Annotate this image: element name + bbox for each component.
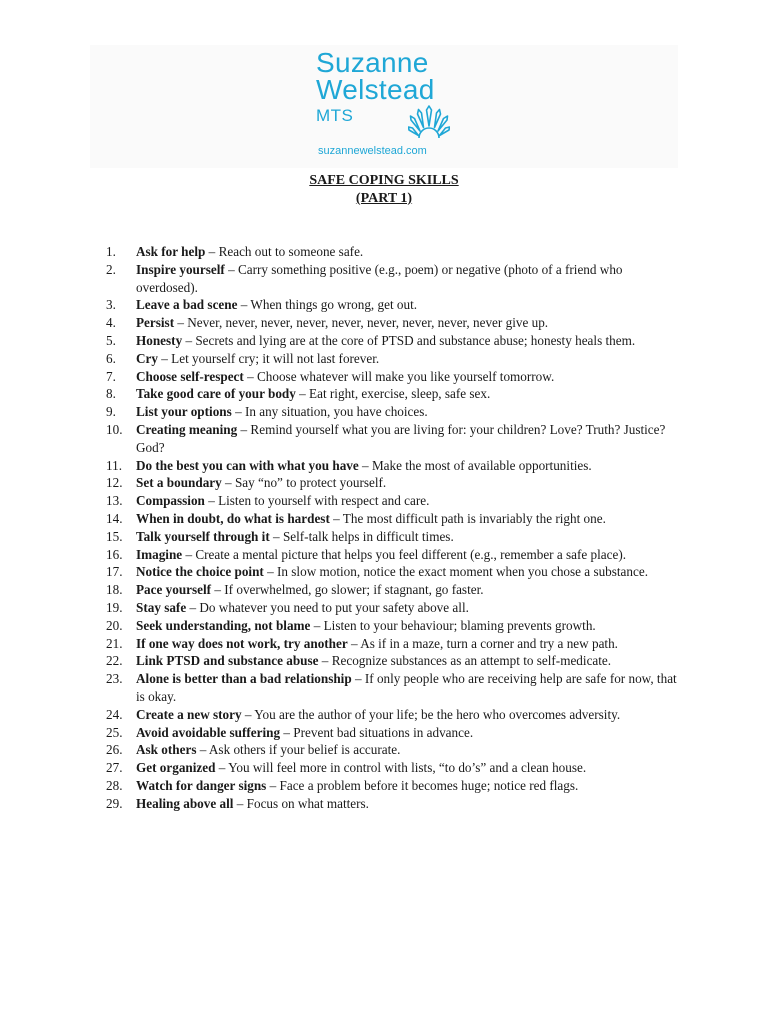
- list-item: [106, 581, 686, 599]
- list-item-text: [136, 670, 686, 706]
- skill-description: – Secrets and lying are at the core of PTSD and substance abuse; honesty heals them.: [182, 332, 636, 348]
- list-item-number: 14.: [106, 510, 123, 526]
- list-item-number: 4.: [106, 315, 116, 331]
- list-item-number: 9.: [106, 404, 116, 420]
- skill-term: Seek understanding, not blame: [136, 617, 311, 633]
- list-item-number: 25.: [106, 724, 123, 740]
- skill-term: Pace yourself: [136, 582, 212, 598]
- list-item: [106, 563, 686, 581]
- list-item-text: [136, 635, 686, 653]
- list-item-number: 13.: [106, 493, 123, 509]
- list-item: [106, 492, 686, 510]
- skill-description: – Listen to yourself with respect and care.: [204, 493, 430, 509]
- list-item: [106, 403, 686, 421]
- skill-description: – You are the author of your life; be the hero who overcomes adversity.: [241, 706, 621, 722]
- list-item: [106, 546, 686, 564]
- skill-description: – In any situation, you have choices.: [231, 404, 428, 420]
- list-item-number: 15.: [106, 528, 123, 544]
- skill-description: – Make the most of available opportunities.: [358, 457, 592, 473]
- list-item: [106, 261, 686, 297]
- skill-term: Honesty: [136, 332, 183, 348]
- skill-description: – You will feel more in control with lists, “to do’s” and a clean house.: [215, 760, 587, 776]
- skill-term: Link PTSD and substance abuse: [136, 653, 319, 669]
- skill-description: – Listen to your behaviour; blaming prevents growth.: [310, 617, 596, 633]
- list-item-text: [136, 581, 686, 599]
- skill-description: – Ask others if your belief is accurate.: [196, 742, 401, 758]
- skill-term: Inspire yourself: [136, 261, 225, 277]
- list-item-text: [136, 492, 686, 510]
- skill-description: – Choose whatever will make you like yourself tomorrow.: [243, 368, 555, 384]
- skill-term: Compassion: [136, 493, 205, 509]
- skill-term: Healing above all: [136, 795, 234, 811]
- skill-description: – Carry something positive (e.g., poem) or negative (photo of a friend who overdosed).: [136, 261, 623, 295]
- list-item-text: [136, 332, 686, 350]
- skill-description: – Do whatever you need to put your safety above all.: [186, 599, 469, 615]
- skill-description: – Never, never, never, never, never, never, never, never, never give up.: [174, 315, 549, 331]
- list-item-text: [136, 795, 686, 813]
- list-item-number: 20.: [106, 617, 123, 633]
- list-item: [106, 350, 686, 368]
- skill-description: – When things go wrong, get out.: [237, 297, 418, 313]
- skill-term: Take good care of your body: [136, 386, 296, 402]
- skill-description: – Eat right, exercise, sleep, safe sex.: [295, 386, 491, 402]
- list-item: [106, 314, 686, 332]
- list-item: [106, 795, 686, 813]
- list-item-text: [136, 759, 686, 777]
- list-item: [106, 528, 686, 546]
- title-line-2: (PART 1): [355, 191, 413, 206]
- title-line-1: SAFE COPING SKILLS: [309, 173, 459, 188]
- skill-term: Ask others: [136, 742, 197, 758]
- list-item-text: [136, 652, 686, 670]
- list-item-number: 6.: [106, 350, 116, 366]
- skill-description: – Remind yourself what you are living for: your children? Love? Truth? Justice? God?: [136, 421, 666, 455]
- list-item-text: [136, 741, 686, 759]
- list-item-text: [136, 403, 686, 421]
- list-item-text: [136, 546, 686, 564]
- list-item-number: 1.: [106, 244, 116, 259]
- skill-term: Talk yourself through it: [136, 528, 270, 544]
- list-item-text: [136, 243, 686, 261]
- list-item-text: [136, 528, 686, 546]
- list-item-text: [136, 421, 686, 457]
- skill-term: Alone is better than a bad relationship: [136, 671, 352, 687]
- skill-term: Creating meaning: [136, 421, 238, 437]
- list-item: [106, 670, 686, 706]
- list-item: [106, 243, 686, 261]
- list-item-text: [136, 706, 686, 724]
- skill-term: Avoid avoidable suffering: [136, 724, 281, 740]
- skill-description: – Self-talk helps in difficult times.: [269, 528, 454, 544]
- logo-last-name: Welstead: [316, 74, 435, 105]
- list-item-text: [136, 385, 686, 403]
- skill-description: – The most difficult path is invariably the right one.: [329, 510, 606, 526]
- list-item-number: 17.: [106, 564, 123, 580]
- skill-description: – Prevent bad situations in advance.: [280, 724, 474, 740]
- list-item-number: 26.: [106, 742, 123, 758]
- list-item: [106, 421, 686, 457]
- list-item-text: [136, 261, 686, 297]
- list-item: [106, 617, 686, 635]
- list-item-number: 5.: [106, 332, 116, 348]
- list-item-text: [136, 474, 686, 492]
- list-item-text: [136, 296, 686, 314]
- list-item-text: [136, 457, 686, 475]
- list-item: [106, 385, 686, 403]
- logo-first-name: Suzanne: [316, 47, 429, 78]
- list-item-text: [136, 724, 686, 742]
- list-item-number: 10.: [106, 421, 123, 437]
- list-item: [106, 777, 686, 795]
- skill-description: – Let yourself cry; it will not last forever.: [157, 350, 380, 366]
- list-item-text: [136, 368, 686, 386]
- list-item-text: [136, 350, 686, 368]
- list-item-number: 19.: [106, 599, 123, 615]
- list-item: [106, 296, 686, 314]
- list-item-text: [136, 563, 686, 581]
- list-item: [106, 741, 686, 759]
- list-item-number: 8.: [106, 386, 116, 402]
- logo: [316, 47, 466, 157]
- list-item-number: 29.: [106, 795, 123, 811]
- skill-term: List your options: [136, 404, 232, 420]
- list-item-number: 7.: [106, 368, 116, 384]
- logo-url: suzannewelstead.com: [318, 145, 427, 157]
- list-item: [106, 510, 686, 528]
- list-item-number: 3.: [106, 297, 116, 313]
- list-item-number: 2.: [106, 261, 116, 277]
- list-item-number: 27.: [106, 760, 123, 776]
- skill-term: Persist: [136, 315, 175, 331]
- skill-description: – In slow motion, notice the exact moment when you chose a substance.: [263, 564, 649, 580]
- list-item-number: 12.: [106, 475, 123, 491]
- skill-description: – As if in a maze, turn a corner and try a new path.: [347, 635, 618, 651]
- list-item-number: 23.: [106, 671, 123, 687]
- skill-term: Set a boundary: [136, 475, 222, 491]
- skill-term: Cry: [136, 350, 158, 366]
- list-item: [106, 457, 686, 475]
- skill-description: – If only people who are receiving help are safe for now, that is okay.: [136, 671, 677, 704]
- skill-description: – If overwhelmed, go slower; if stagnant, go faster.: [211, 582, 484, 598]
- document-title: [0, 172, 768, 208]
- list-item: [106, 724, 686, 742]
- list-item: [106, 635, 686, 653]
- list-item: [106, 474, 686, 492]
- list-item: [106, 368, 686, 386]
- skill-term: Do the best you can with what you have: [136, 457, 359, 473]
- skill-term: If one way does not work, try another: [136, 635, 348, 651]
- skill-term: When in doubt, do what is hardest: [136, 510, 330, 526]
- skill-description: – Create a mental picture that helps you feel different (e.g., remember a safe place).: [182, 546, 627, 562]
- skill-description: – Recognize substances as an attempt to self-medicate.: [318, 653, 612, 669]
- skill-term: Watch for danger signs: [136, 777, 267, 793]
- list-item-text: [136, 617, 686, 635]
- skill-description: – Face a problem before it becomes huge; notice red flags.: [266, 777, 579, 793]
- list-item-number: 18.: [106, 582, 123, 598]
- skill-term: Stay safe: [136, 599, 187, 615]
- list-item: [106, 332, 686, 350]
- logo-credential: MTS: [316, 106, 354, 125]
- skill-description: – Say “no” to protect yourself.: [221, 475, 387, 491]
- list-item-number: 11.: [106, 457, 122, 473]
- sunburst-icon: [408, 104, 450, 140]
- skill-description: – Reach out to someone safe.: [205, 244, 364, 259]
- skills-list: [106, 243, 686, 813]
- skill-term: Leave a bad scene: [136, 297, 238, 313]
- skill-term: Notice the choice point: [136, 564, 264, 580]
- skill-term: Create a new story: [136, 706, 242, 722]
- skill-term: Ask for help: [136, 244, 206, 259]
- skill-description: – Focus on what matters.: [233, 795, 369, 811]
- list-item: [106, 706, 686, 724]
- list-item-text: [136, 510, 686, 528]
- list-item: [106, 759, 686, 777]
- skill-term: Get organized: [136, 760, 216, 776]
- list-item: [106, 652, 686, 670]
- list-item-number: 22.: [106, 653, 123, 669]
- list-item-text: [136, 314, 686, 332]
- list-item-number: 16.: [106, 546, 123, 562]
- skill-term: Choose self-respect: [136, 368, 244, 384]
- list-item: [106, 599, 686, 617]
- list-item-number: 28.: [106, 777, 123, 793]
- list-item-number: 21.: [106, 635, 123, 651]
- list-item-text: [136, 599, 686, 617]
- skill-term: Imagine: [136, 546, 183, 562]
- list-item-text: [136, 777, 686, 795]
- list-item-number: 24.: [106, 706, 123, 722]
